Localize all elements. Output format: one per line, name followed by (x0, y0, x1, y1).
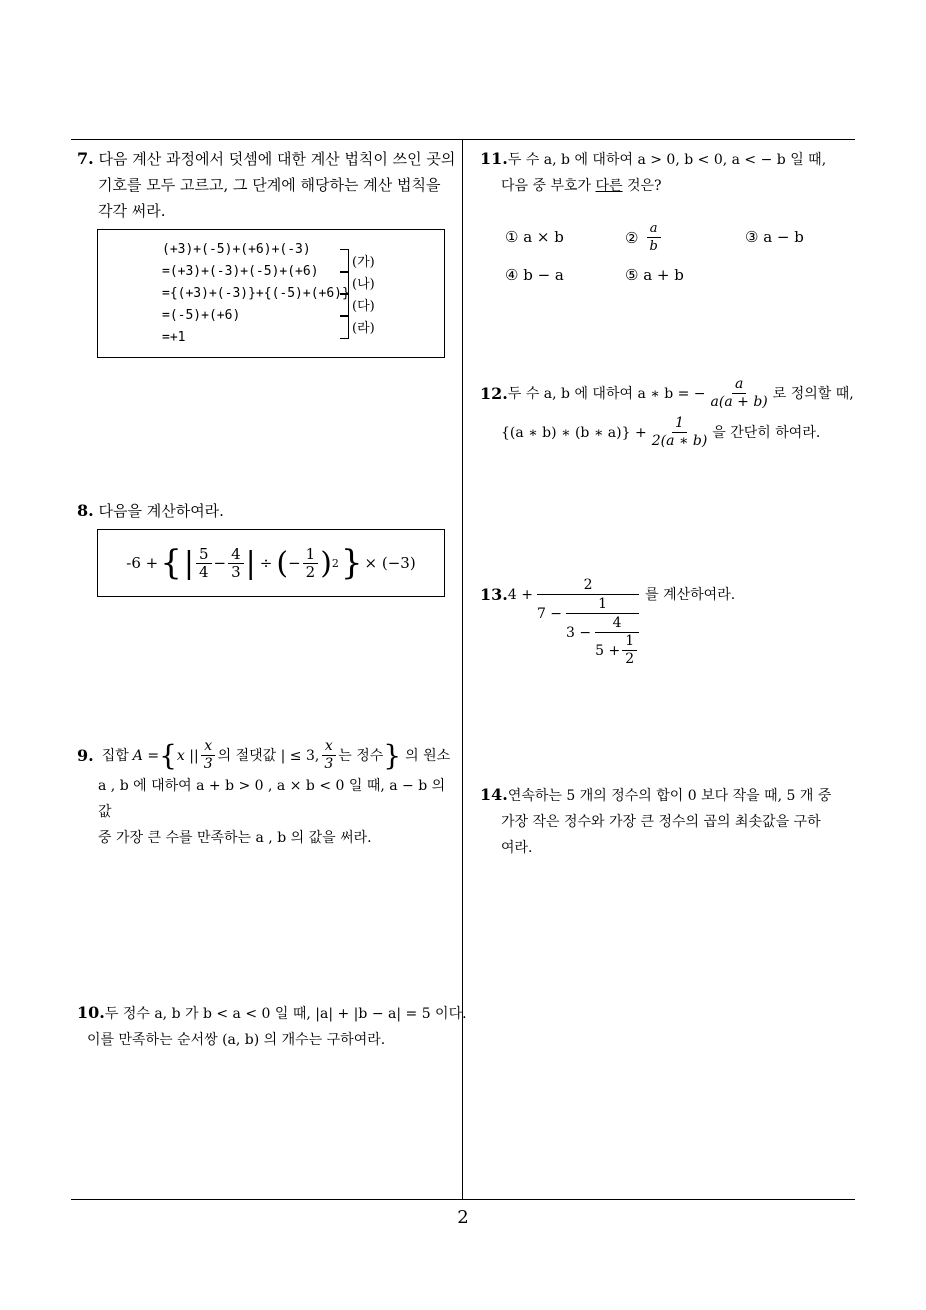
question-text: 연속하는 5 개의 정수의 합이 0 보다 작을 때, 5 개 중 (507, 788, 832, 804)
calc-line: (+3)+(-5)+(+6)+(-3) (162, 242, 311, 257)
fraction: $\frac{1}{2}$ (622, 633, 637, 668)
fraction: $\frac{1}{2(a ∗ b)}$ (651, 415, 708, 449)
condition: 는 정수 (338, 747, 384, 764)
step-bracket (340, 271, 349, 295)
question-14 (480, 782, 860, 861)
question-11 (480, 146, 860, 199)
question-text: {(a ∗ b) ∗ (b ∗ a)} + (501, 424, 647, 441)
question-number: 8. (77, 501, 94, 520)
bottom-rule (71, 1199, 855, 1200)
question-text: 을 간단히 하여라. (712, 424, 821, 441)
calc-line: =+1 (162, 330, 186, 345)
set-name: A = (132, 747, 160, 764)
calculation-box (97, 229, 445, 358)
option-4: ④ b − a (505, 266, 564, 284)
expression-box: -6 + { | $\frac{5}{4}$ − $\frac{4}{3}$ | ÷ ( − $\frac{1}{2}$ ) 2 } × (−3) (97, 529, 445, 597)
step-label: (다) (352, 299, 375, 314)
option-5: ⑤ a + b (625, 266, 684, 284)
question-text: 다음 중 부호가 (501, 178, 596, 194)
page-number: 2 (457, 1207, 469, 1228)
expr-part: × (−3) (364, 554, 416, 572)
set-var: x (176, 747, 185, 764)
question-text: 두 수 a, b 에 대하여 a ∗ b = − (507, 385, 706, 402)
expr-part: 3 − (566, 625, 592, 641)
question-10 (77, 1000, 467, 1053)
numerator: 4 (595, 614, 639, 633)
question-text: 각각 써라. (98, 202, 166, 220)
question-7 (77, 146, 457, 224)
question-text: 의 원소 (405, 747, 451, 764)
question-text: 중 가장 큰 수를 만족하는 a , b 의 값을 써라. (98, 830, 372, 846)
exponent: 2 (331, 556, 339, 570)
option-2 (625, 220, 663, 255)
numerator: 1 (566, 595, 639, 614)
calc-line: ={(+3)+(-3)}+{(-5)+(+6)} (162, 286, 350, 301)
step-bracket (340, 293, 349, 317)
fraction: $\frac{1}{2}$ (303, 546, 319, 581)
question-text: 로 정의할 때, (772, 385, 854, 402)
condition: 의 절댓값 | ≤ 3, (217, 747, 320, 764)
question-text: 여라. (501, 840, 533, 856)
fraction: $\frac{a}{a(a + b)}$ (710, 376, 768, 410)
step-label: (나) (352, 277, 375, 292)
step-bracket (340, 315, 349, 339)
question-number: 7. (77, 149, 94, 168)
question-text: 두 정수 a, b 가 b < a < 0 일 때, |a| + |b − a| = 5 이다. (104, 1006, 467, 1022)
option-marker: ② (625, 228, 639, 247)
fraction: $\frac{5}{4}$ (196, 546, 212, 581)
question-text: 다음 계산 과정에서 덧셈에 대한 계산 법칙이 쓰인 곳의 (98, 150, 456, 168)
question-number: 9. (77, 745, 94, 765)
question-text: 것은? (622, 178, 662, 194)
question-9: 9. 집합 A = { x || $\frac{x}{3}$ 의 절댓값 | ≤ 3, $\frac{x}{3}$ 는 정수 } 의 원소 a , b 에 대하여 a + b > 0 , a × b < 0 일 때, a − b 의 값 중 가장 큰 수를 만족하는 a , b 의 값을 써라. (77, 738, 461, 851)
expr-part: − (213, 554, 227, 572)
calc-line: =(+3)+(-3)+(-5)+(+6) (162, 264, 319, 279)
expr-part: -6 + (126, 554, 159, 572)
continued-fraction (537, 576, 639, 668)
question-number: 10. (77, 1003, 105, 1022)
option-1: ① a × b (505, 228, 564, 246)
column-divider (462, 139, 463, 1200)
question-8 (77, 498, 224, 524)
question-12 (480, 376, 860, 450)
question-text: 이를 만족하는 순서쌍 (a, b) 의 개수는 구하여라. (87, 1032, 386, 1048)
calc-line: =(-5)+(+6) (162, 308, 241, 323)
question-number: 14. (480, 785, 508, 804)
fraction: $\frac{4}{3}$ (228, 546, 244, 581)
step-label: (라) (352, 321, 375, 336)
step-label: (가) (352, 255, 375, 270)
question-text: 두 수 a, b 에 대하여 a > 0, b < 0, a < − b 일 때, (507, 152, 827, 168)
question-text: 집합 (101, 747, 129, 764)
question-number: 12. (480, 383, 508, 403)
question-text: 다음을 계산하여라. (98, 502, 224, 520)
fraction: $\frac{x}{3}$ (201, 738, 216, 773)
emphasis-text: 다른 (595, 178, 623, 194)
option-3: ③ a − b (745, 228, 804, 246)
question-text: 기호를 모두 고르고, 그 단계에 해당하는 계산 법칙을 (98, 176, 441, 194)
step-bracket (340, 249, 349, 273)
top-rule (71, 139, 855, 140)
question-number: 13. (480, 585, 508, 604)
fraction: $\frac{x}{3}$ (321, 738, 336, 773)
question-text: 가장 작은 정수와 가장 큰 정수의 곱의 최솟값을 구하 (501, 814, 821, 830)
expr-part: 4 + (507, 587, 533, 603)
expr-part: 7 − (536, 606, 563, 622)
numerator: 2 (537, 576, 639, 595)
expr-part: 5 + (595, 642, 621, 659)
question-13 (480, 576, 860, 668)
question-number: 11. (480, 149, 508, 168)
question-text: a , b 에 대하여 a + b > 0 , a × b < 0 일 때, a − b 의 값 (98, 778, 446, 820)
question-text: 를 계산하여라. (645, 587, 736, 603)
fraction: $\frac{a}{b}$ (646, 220, 660, 255)
expr-part: ÷ (259, 554, 273, 572)
